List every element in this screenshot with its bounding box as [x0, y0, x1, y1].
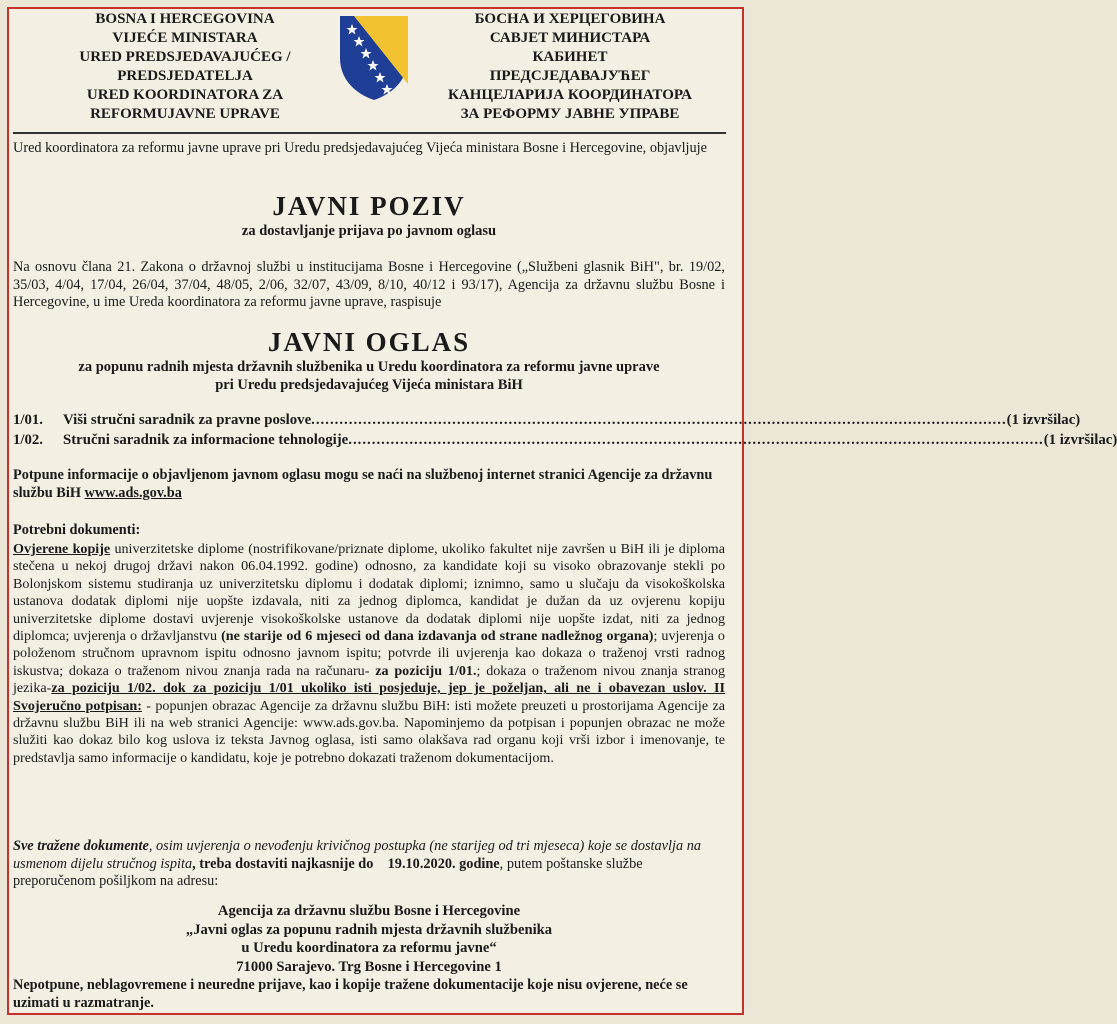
final-note: Nepotpune, neblagovremene i neuredne prijave, kao i kopije tražene dokumentacije koje nisu ovjerene, neće se uzimati u razmatranje. [13, 977, 688, 1011]
legal-basis-text: Na osnovu člana 21. Zakona o državnoj službi u institucijama Bosne i Hercegovine („Službeni glasnik BiH", br. 19/02, 35/03, 4/04, 17/04, 26/04, 37/04, 48/05, 2/06, 32/07, 43/09, 8/10, 40/12 i 93/17), Agencija za državnu službu Bosne i Hercegovine, u ime Ureda koordinatora za reformu javne uprave, raspisuje [13, 259, 725, 310]
documents-text-bold: za poziciju 1/01. [375, 662, 477, 679]
info-text: Potpune informacije o objavljenom javnom oglasu mogu se naći na službenoj internet stranici Agencije za državnu službu BiH [13, 467, 713, 501]
header-left-line: URED PREDSJEDAVAJUĆEG / [79, 49, 291, 65]
javni-poziv-subtitle: za dostavljanje prijava po javnom oglasu [241, 223, 497, 239]
header-left-line: VIJEĆE MINISTARA [112, 30, 258, 46]
submission-italic: , osim uvjerenja o nevođenju krivičnog postupka (ne starijeg od tri mjeseca) koje se dostavlja na usmenom dijelu stručnog ispita [13, 838, 701, 872]
submission-lead: Sve tražene dokumente [13, 838, 149, 854]
header-divider [13, 132, 726, 134]
intro-text: Ured koordinatora za reformu javne uprave pri Uredu predsjedavajućeg Vijeća ministara Bosne i Hercegovine, objavljuje [13, 140, 707, 156]
header-left-line: URED KOORDINATORA ZA [86, 87, 284, 103]
position-number: 1/01. [13, 412, 44, 428]
address-line: „Javni oglas za popunu radnih mjesta državnih službenika [185, 921, 553, 938]
documents-heading: Potrebni dokumenti: [13, 522, 141, 538]
header-right-line: БОСНА И ХЕРЦЕГОВИНА [474, 11, 666, 27]
documents-paragraph [13, 541, 725, 767]
submission-paragraph [13, 838, 725, 891]
header-left-line: PREDSJEDATELJA [117, 68, 253, 84]
position-number: 1/02. [13, 432, 44, 448]
submission-bold: , treba dostaviti najkasnije do [192, 855, 374, 872]
address-line: u Uredu koordinatora za reformu javne“ [241, 940, 497, 956]
header-left-line: BOSNA I HERCEGOVINA [95, 11, 275, 27]
header-left-line: REFORMUJAVNE UPRAVE [90, 106, 280, 122]
documents-lead: Ovjerene kopije [13, 541, 111, 557]
address-line: Agencija za državnu službu Bosne i Hercegovine [217, 903, 521, 919]
position-row [13, 431, 1117, 449]
documents-text: ; uvjerenja o položenom stručnom upravnom ispitu odnosno javnom ispitu; potvrde ili uvjerenja kao dokaza o traženoj vrsti radnog iskustva; dokaza o traženom nivou znanja rada na računaru- [13, 628, 725, 679]
documents-text-bold: II Svojeručno potpisan: [13, 680, 725, 714]
documents-text: ; dokaza o traženom nivou znanja stranog jezika- [13, 662, 725, 697]
documents-text: univerzitetske diplome (nostrifikovane/priznate diplome, ukoliko fakultet nije završen u BiH ili je diploma stečena u nekoj drugoj državi nakon 06.04.1992. godine) odnosno, za kandidate koji su visoko obrazovanje stekli po Bolonjskom sistemu studiranja uz univerzitetsku diplomu i dodatak diplomi; iznimno, samo u slučaju da visokoškolska ustanova dodatak diplomi nije uopšte izdavala, niti za jednog diplomca, kandidat je dužan da uz ovjerenu kopiju univerzitetske diplome dostavi uvjerenje visokoškolske ustanove da dodatak diplomi nije uopšte izdat, niti za jednog diplomca; uvjerenja o državljanstvu [13, 541, 725, 645]
header-right-line: ПРЕДСЈЕДАВАЈУЋЕГ [489, 68, 651, 84]
position-title: Stručni saradnik za informacione tehnologije [63, 432, 349, 448]
header-right-line: КАНЦЕЛАРИЈА КООРДИНАТОРА [448, 87, 692, 103]
position-title: Viši stručni saradnik za pravne poslove [63, 412, 312, 428]
documents-text-bold: (ne starije od 6 mjeseci od dana izdavanja od strane nadležnog organa) [221, 628, 654, 645]
position-count: (1 izvršilac) [1043, 432, 1117, 448]
header-right-line: САВЈЕТ МИНИСТАРА [489, 30, 651, 46]
javni-poziv-title: JAVNI POZIV [272, 191, 466, 221]
documents-text-bold: za poziciju 1/02. dok za poziciju 1/01 ukoliko isti posjeduje, jep je poželjan, ali ne i obavezan uslov. [51, 680, 707, 697]
coat-of-arms-icon [338, 14, 410, 102]
ads-website-link[interactable]: www.ads.gov.ba [84, 484, 182, 501]
submission-date: 19.10.2020. godine [387, 855, 500, 872]
address-line: 71000 Sarajevo. Trg Bosne i Hercegovine 1 [236, 958, 502, 975]
dot-leader: .................................................................................................................................................... [311, 412, 1007, 428]
header-right-line: ЗА РЕФОРМУ ЈАВНЕ УПРАВЕ [460, 106, 680, 122]
address-block [13, 902, 725, 976]
position-count: (1 izvršilac) [1006, 412, 1081, 428]
header-right-line: КАБИНЕТ [532, 49, 608, 65]
javni-oglas-subtitle: za popunu radnih mjesta državnih službenika u Uredu koordinatora za reformu javne uprave [78, 359, 660, 375]
header-left [40, 10, 330, 124]
position-row [13, 411, 1081, 429]
javni-oglas-title: JAVNI OGLAS [267, 327, 471, 357]
documents-text: - popunjen obrazac Agencije za državnu službu BiH: isti možete preuzeti u prostorijama Agencije za državnu službu BiH ili na web stranici Agencije: www.ads.gov.ba. Napominjemo da potpisan i popunjen obrazac ne može služiti kao dokaz bilo kog uslova iz teksta Javnog oglasa, isti samo olakšava rad organu koji vrši izbor i imenovanje, te predstavlja samo informacije o kandidatu, koje je potrebno dokazati traženom dokumentacijom. [13, 697, 725, 766]
dot-leader: .................................................................................................................................................... [348, 432, 1044, 448]
header-right [415, 10, 725, 124]
submission-rest: , putem poštanske službe preporučenom pošiljkom na adresu: [13, 855, 643, 889]
javni-oglas-subtitle-2: pri Uredu predsjedavajućeg Vijeća ministara BiH [215, 377, 523, 393]
info-paragraph [13, 467, 725, 502]
